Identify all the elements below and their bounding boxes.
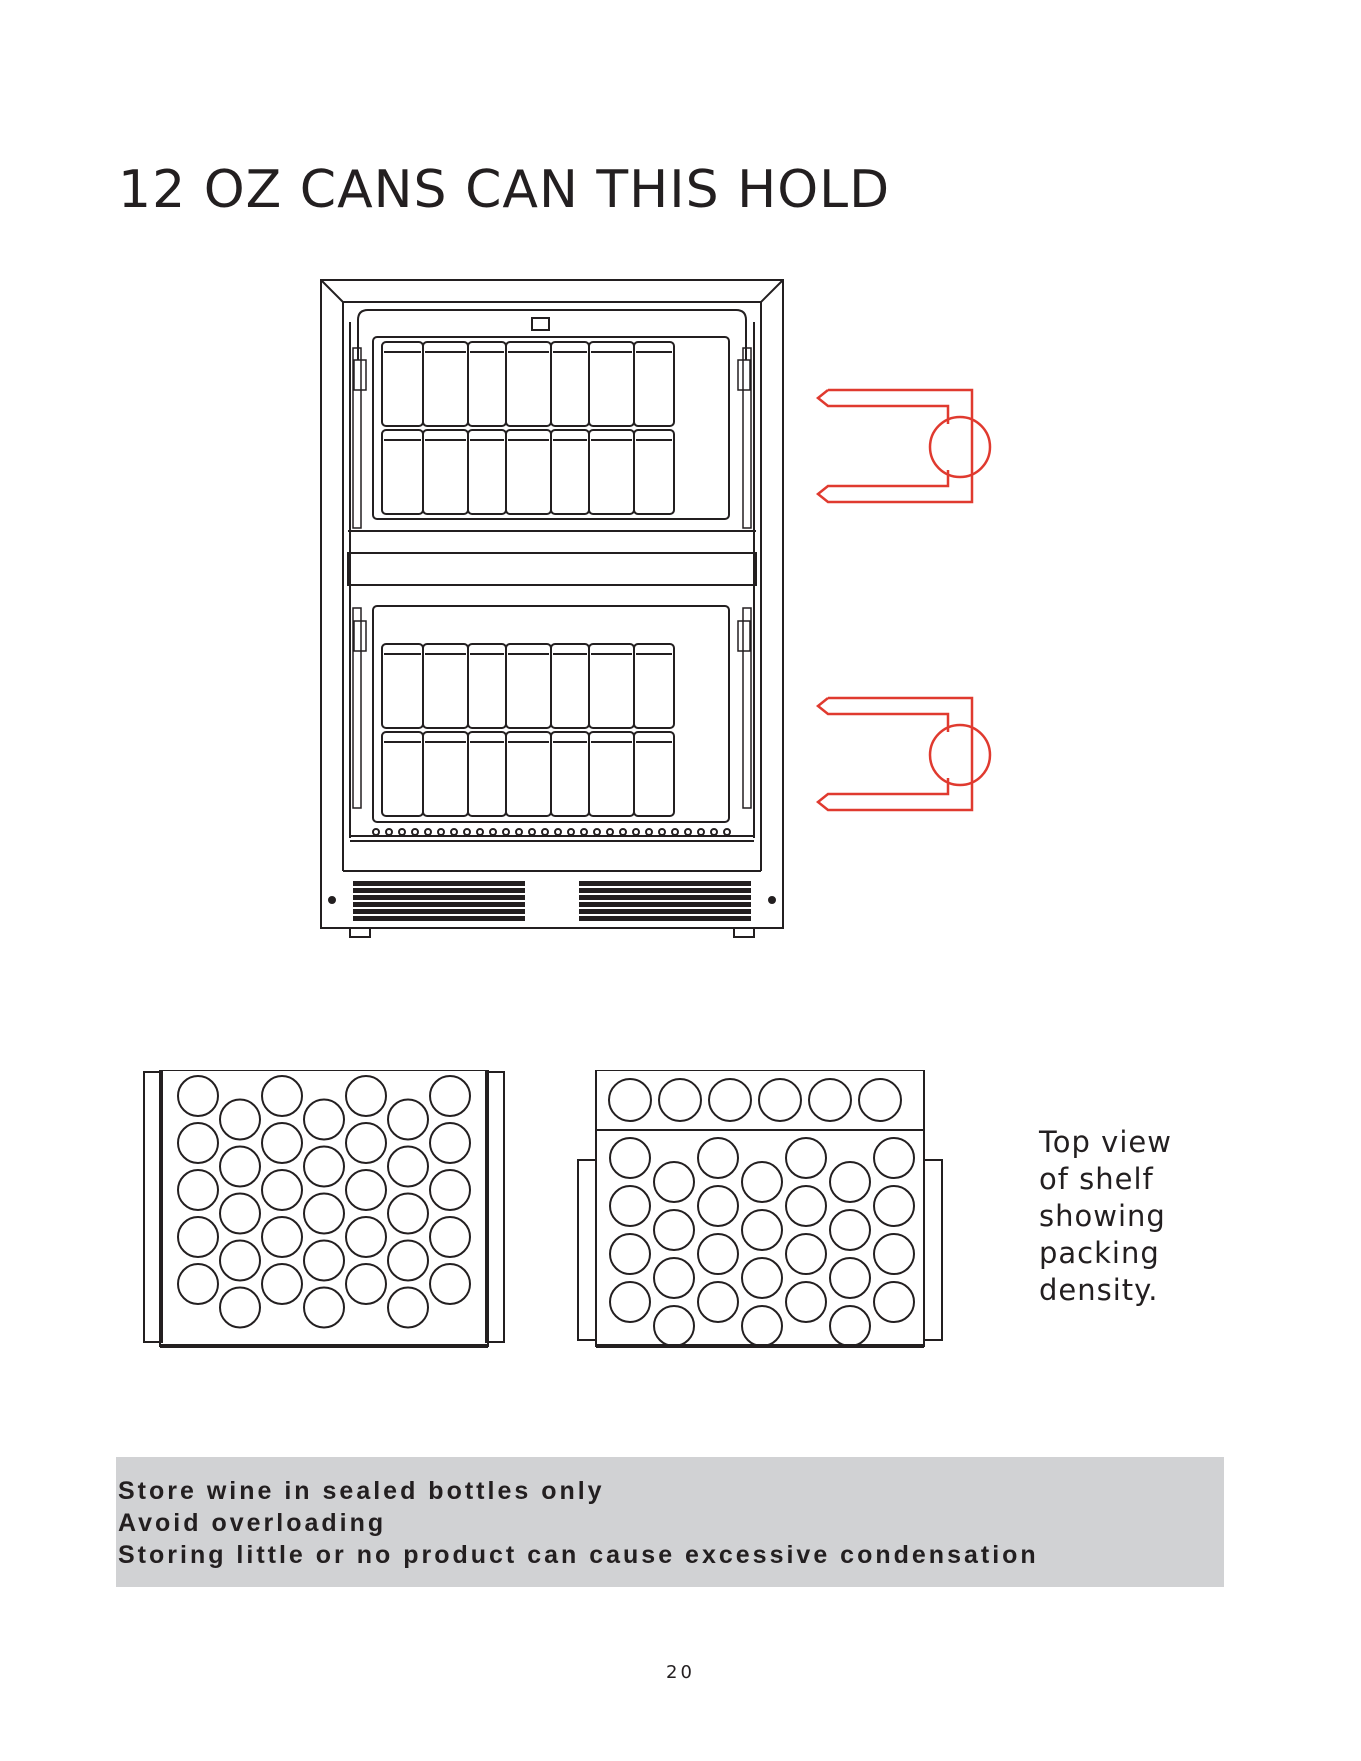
kick-plate-vents xyxy=(354,882,750,920)
caption-line: showing xyxy=(1039,1199,1166,1233)
can xyxy=(551,342,589,426)
can xyxy=(589,644,634,728)
can-top xyxy=(220,1288,260,1328)
right-shelf xyxy=(578,1070,942,1346)
can-top xyxy=(609,1079,651,1121)
can-top xyxy=(610,1282,650,1322)
can xyxy=(382,430,423,514)
vent-slot xyxy=(354,882,524,885)
floor-dot xyxy=(399,829,405,835)
floor-vent-dots xyxy=(373,829,730,835)
vent-slot xyxy=(354,903,524,906)
vent-slot xyxy=(580,910,750,913)
floor-dot xyxy=(724,829,730,835)
can xyxy=(468,644,506,728)
can-top xyxy=(430,1123,470,1163)
left-rails xyxy=(353,348,366,808)
can xyxy=(423,644,468,728)
can-top xyxy=(346,1076,386,1116)
can-top xyxy=(220,1241,260,1281)
can-top xyxy=(654,1258,694,1298)
can-top xyxy=(178,1123,218,1163)
can xyxy=(634,430,674,514)
floor-dot xyxy=(659,829,665,835)
floor-dot xyxy=(555,829,561,835)
can-top xyxy=(830,1258,870,1298)
can xyxy=(468,342,506,426)
can-top xyxy=(698,1234,738,1274)
floor-dot xyxy=(711,829,717,835)
can-top xyxy=(830,1210,870,1250)
floor-dot xyxy=(490,829,496,835)
floor-dot xyxy=(438,829,444,835)
can-top xyxy=(304,1194,344,1234)
can-top xyxy=(346,1170,386,1210)
can-top xyxy=(874,1186,914,1226)
can-top xyxy=(874,1138,914,1178)
floor-dot xyxy=(685,829,691,835)
can-top xyxy=(346,1264,386,1304)
can-top xyxy=(759,1079,801,1121)
can-top xyxy=(388,1147,428,1187)
can-top xyxy=(304,1147,344,1187)
vent-slot xyxy=(354,910,524,913)
can-top xyxy=(388,1288,428,1328)
can-top xyxy=(742,1162,782,1202)
can xyxy=(506,644,551,728)
right-shelf-cans xyxy=(609,1079,914,1346)
can-top xyxy=(654,1162,694,1202)
upper-drawer-cans xyxy=(382,342,674,514)
fridge-front-diagram xyxy=(318,278,788,950)
can xyxy=(589,342,634,426)
display-panel xyxy=(532,318,549,330)
can xyxy=(423,732,468,816)
notice-line: Store wine in sealed bottles only xyxy=(118,1477,605,1505)
caption-line: packing xyxy=(1039,1236,1160,1270)
floor-dot xyxy=(607,829,613,835)
can xyxy=(551,732,589,816)
lower-drawer-cans xyxy=(382,644,674,816)
vent-slot xyxy=(580,882,750,885)
can-top xyxy=(220,1147,260,1187)
floor-dot xyxy=(633,829,639,835)
red-callouts xyxy=(812,370,1002,830)
can-top xyxy=(430,1264,470,1304)
can-top xyxy=(178,1217,218,1257)
can-top xyxy=(659,1079,701,1121)
can xyxy=(506,430,551,514)
can xyxy=(589,732,634,816)
shelf-top-views xyxy=(140,1070,960,1360)
can-top xyxy=(610,1186,650,1226)
can-top xyxy=(388,1241,428,1281)
floor-dot xyxy=(581,829,587,835)
page-number: 20 xyxy=(666,1662,695,1683)
can xyxy=(506,732,551,816)
floor-dot xyxy=(568,829,574,835)
can-top xyxy=(178,1170,218,1210)
floor-dot xyxy=(503,829,509,835)
can-top xyxy=(830,1162,870,1202)
floor-dot xyxy=(646,829,652,835)
can xyxy=(634,732,674,816)
floor-dot xyxy=(529,829,535,835)
can xyxy=(551,430,589,514)
caption-line: density. xyxy=(1039,1273,1159,1307)
floor-dot xyxy=(594,829,600,835)
can-top xyxy=(830,1306,870,1346)
can-top xyxy=(859,1079,901,1121)
middle-rail xyxy=(348,553,756,585)
caption-line: of shelf xyxy=(1039,1162,1154,1196)
can xyxy=(589,430,634,514)
can-top xyxy=(304,1100,344,1140)
floor-dot xyxy=(386,829,392,835)
can xyxy=(551,644,589,728)
can xyxy=(382,732,423,816)
can-top xyxy=(698,1138,738,1178)
can-top xyxy=(610,1234,650,1274)
shelf-caption xyxy=(1039,1124,1239,1309)
can xyxy=(423,342,468,426)
can-top xyxy=(742,1258,782,1298)
page-title: 12 OZ CANS CAN THIS HOLD xyxy=(118,160,891,220)
can-top xyxy=(388,1194,428,1234)
can-top xyxy=(178,1076,218,1116)
can-top xyxy=(220,1194,260,1234)
can-top xyxy=(262,1123,302,1163)
can-top xyxy=(430,1217,470,1257)
can xyxy=(506,342,551,426)
can-top xyxy=(220,1100,260,1140)
left-shelf xyxy=(144,1070,504,1346)
can-top xyxy=(786,1138,826,1178)
floor-dot xyxy=(620,829,626,835)
notice-line: Storing little or no product can cause excessive condensation xyxy=(118,1541,1039,1569)
floor-dot xyxy=(425,829,431,835)
can-top xyxy=(262,1217,302,1257)
left-foot xyxy=(350,928,370,937)
can xyxy=(382,644,423,728)
can xyxy=(382,342,423,426)
upper-callout xyxy=(818,390,990,502)
can-top xyxy=(809,1079,851,1121)
can-top xyxy=(346,1217,386,1257)
lower-callout xyxy=(818,698,990,810)
can-top xyxy=(742,1306,782,1346)
right-rails xyxy=(738,348,751,808)
can-top xyxy=(610,1138,650,1178)
can-top xyxy=(430,1076,470,1116)
vent-slot xyxy=(580,903,750,906)
caption-line: Top view xyxy=(1039,1125,1172,1159)
notice-line: Avoid overloading xyxy=(118,1509,387,1537)
can-top xyxy=(786,1282,826,1322)
floor-dot xyxy=(672,829,678,835)
can-top xyxy=(430,1170,470,1210)
vent-slot xyxy=(354,889,524,892)
left-shelf-cans xyxy=(178,1076,470,1328)
can-top xyxy=(874,1234,914,1274)
floor-dot xyxy=(516,829,522,835)
vent-slot xyxy=(354,896,524,899)
right-foot xyxy=(734,928,754,937)
floor-dot xyxy=(451,829,457,835)
floor-dot xyxy=(698,829,704,835)
can-top xyxy=(709,1079,751,1121)
vent-slot xyxy=(354,917,524,920)
can-top xyxy=(654,1210,694,1250)
can-top xyxy=(262,1264,302,1304)
can-top xyxy=(304,1288,344,1328)
vent-slot xyxy=(580,889,750,892)
can-top xyxy=(304,1241,344,1281)
floor-dot xyxy=(477,829,483,835)
can-top xyxy=(262,1076,302,1116)
can xyxy=(468,430,506,514)
can-top xyxy=(698,1186,738,1226)
can-top xyxy=(388,1100,428,1140)
can-top xyxy=(786,1234,826,1274)
can-top xyxy=(262,1170,302,1210)
can xyxy=(634,342,674,426)
vent-slot xyxy=(580,917,750,920)
vent-slot xyxy=(580,896,750,899)
can-top xyxy=(874,1282,914,1322)
can-top xyxy=(786,1186,826,1226)
can-top xyxy=(742,1210,782,1250)
can-top xyxy=(178,1264,218,1304)
floor-dot xyxy=(464,829,470,835)
can xyxy=(423,430,468,514)
can-top xyxy=(698,1282,738,1322)
can xyxy=(634,644,674,728)
can-top xyxy=(654,1306,694,1346)
can xyxy=(468,732,506,816)
floor-dot xyxy=(412,829,418,835)
can-top xyxy=(346,1123,386,1163)
floor-dot xyxy=(373,829,379,835)
floor-dot xyxy=(542,829,548,835)
storage-notice xyxy=(116,1457,1224,1587)
